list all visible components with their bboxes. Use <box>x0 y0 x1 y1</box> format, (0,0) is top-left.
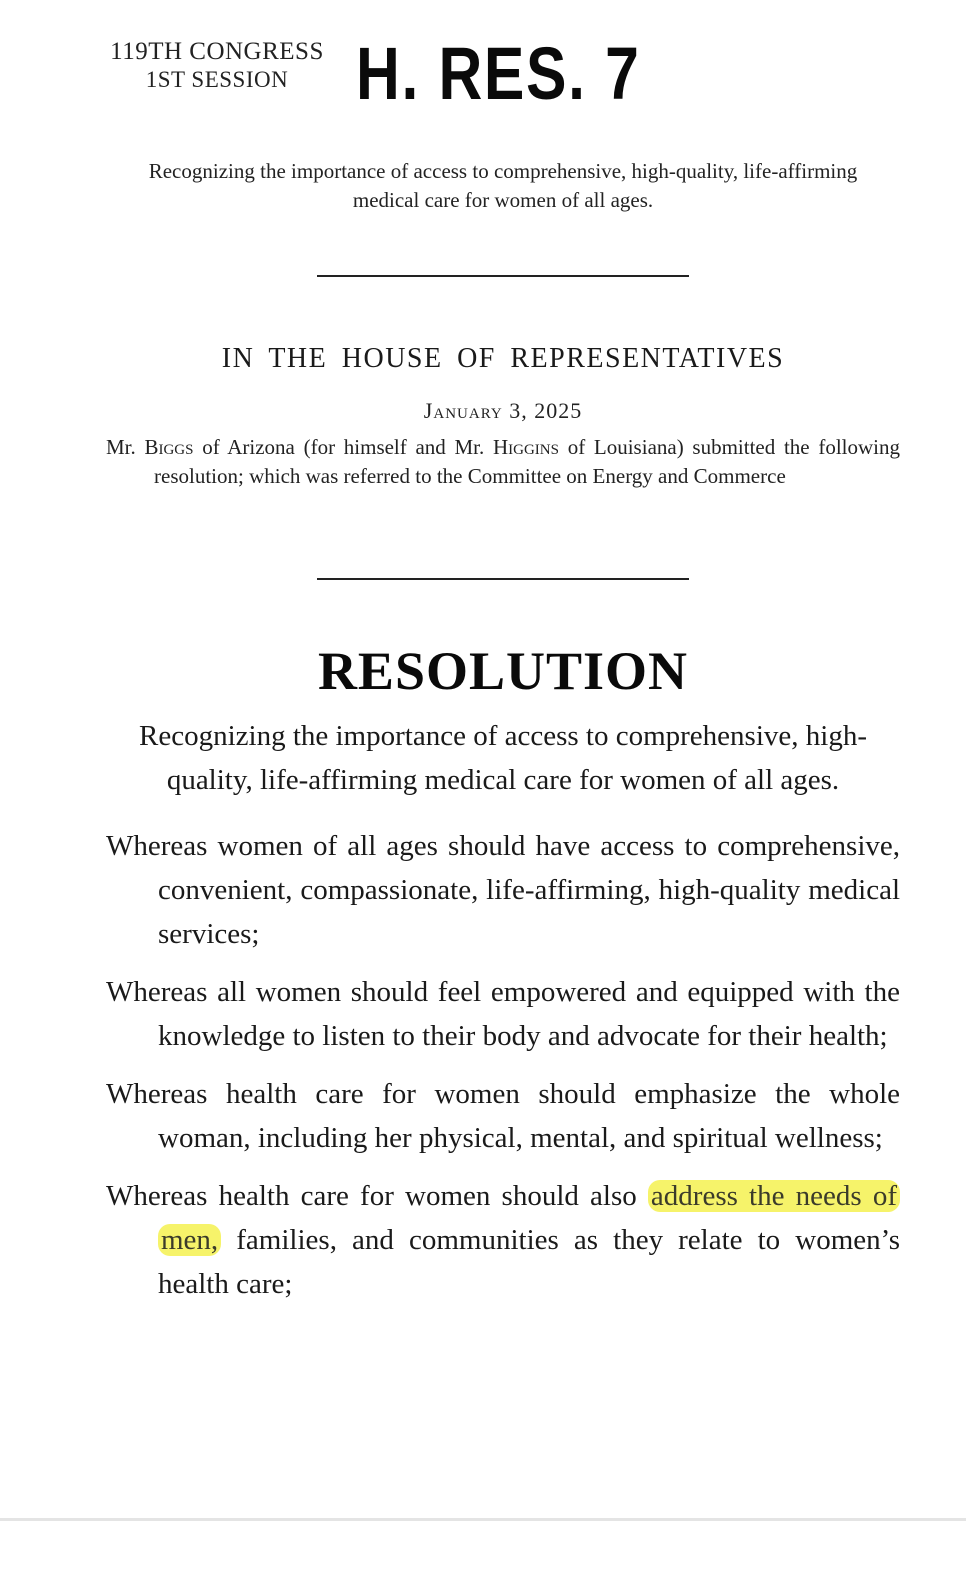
whereas-clause-4-after: families, and communities as they relate to women’s health care; <box>158 1224 900 1300</box>
chamber-heading: IN THE HOUSE OF REPRESENTATIVES <box>221 343 785 374</box>
sponsor-name: Biggs <box>144 435 194 459</box>
congress-session-block <box>106 38 328 94</box>
whereas-clause-4-before: Whereas health care for women should also <box>106 1180 648 1212</box>
cosponsor-name: Higgins <box>492 435 559 459</box>
sponsor-middle: of Arizona (for himself and Mr. <box>193 435 493 459</box>
bill-number: H. RES. 7 <box>356 32 641 115</box>
sponsor-statement <box>106 433 900 491</box>
long-title: Recognizing the importance of access to comprehensive, high-quality, life-affirming medical care for women of all ages. <box>139 720 867 796</box>
session-label: 1ST SESSION <box>145 67 289 92</box>
short-title: Recognizing the importance of access to comprehensive, high-quality, life-affirming medical care for women of all ages. <box>148 159 858 212</box>
congress-label: 119TH CONGRESS <box>110 38 324 65</box>
divider-top <box>317 275 689 277</box>
resolution-heading: RESOLUTION <box>317 641 689 701</box>
whereas-clause-3: Whereas health care for women should emphasize the whole woman, including her physical, mental, and spiritual wellness; <box>106 1078 900 1154</box>
highlighted-text: address the needs of men, <box>158 1180 900 1256</box>
sponsor-prefix: Mr. <box>106 435 145 459</box>
divider-bottom <box>317 578 689 580</box>
introduction-date: January 3, 2025 <box>423 398 583 423</box>
page-bottom-divider <box>0 1518 966 1521</box>
whereas-clause-2: Whereas all women should feel empowered and equipped with the knowledge to listen to their body and advocate for their health; <box>106 976 900 1052</box>
sponsor-suffix: of Louisiana) submitted the following resolution; which was referred to the Committee on Energy and Commerce <box>154 435 900 488</box>
whereas-clause-1: Whereas women of all ages should have access to comprehensive, convenient, compassionate, life-affirming, high-quality medical services; <box>106 830 900 950</box>
whereas-clause-4 <box>106 1174 900 1306</box>
whereas-list <box>106 824 900 1320</box>
